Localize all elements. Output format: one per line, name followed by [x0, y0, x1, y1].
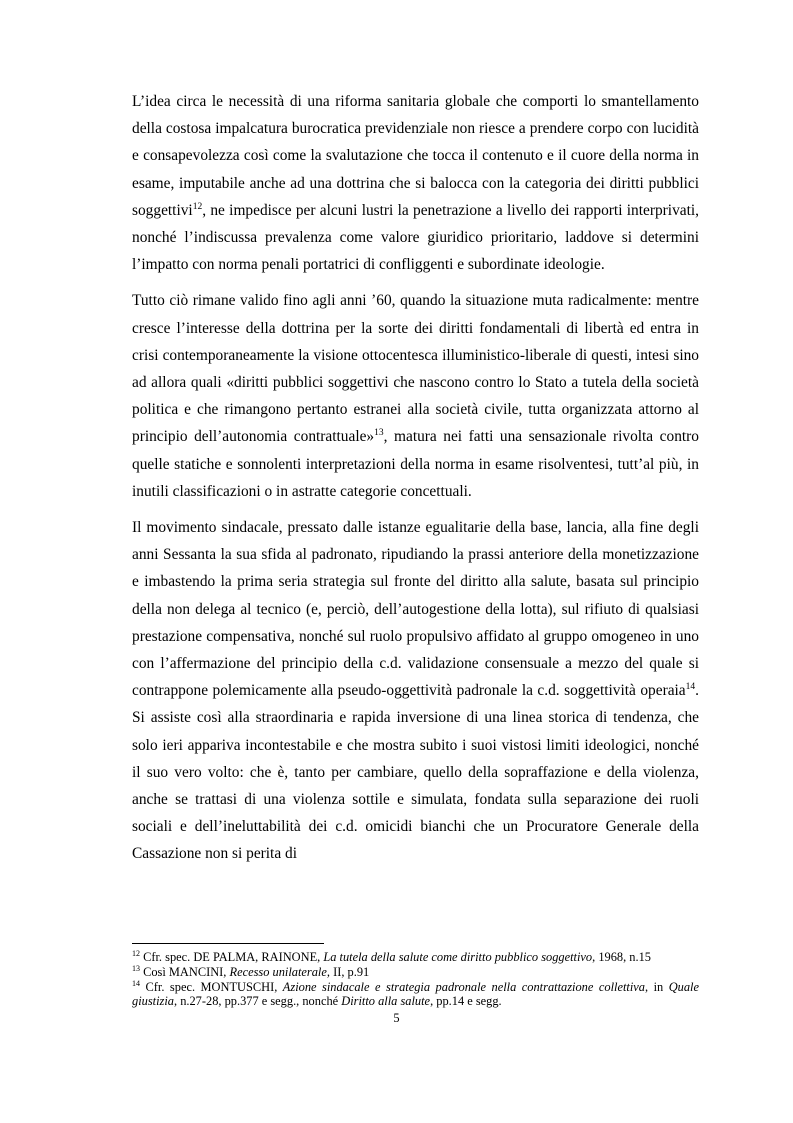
- page-number: 5: [393, 1011, 400, 1025]
- footnotes: [132, 950, 699, 1009]
- paragraph-2: Tutto ciò rimane valido fino agli anni ’60, quando la situazione muta radicalmente: mentre cresce l’interesse della dottrina per la sorte dei diritti fondamentali di libertà ed entra in crisi contemporaneamente la visione ottocentesca illuministico-liberale di questi, intesi sino ad allora quali «diritti pubblici soggettivi che nascono contro lo Stato a tutela della società politica e che rimangono pertanto estranei alla società civile, tutta organizzata attorno al principio dell’autonomia contrattuale»$^{13}$, matura nei fatti una sensazionale rivolta contro quelle statiche e sonnolenti interpretazioni della norma in esame risolventesi, tutt’al più, in inutili classificazioni o in astratte categorie concettuali.: [132, 292, 699, 500]
- footnote-12: $^{12}$ Cfr. spec. DE PALMA, RAINONE, La tutela della salute come diritto pubblico soggettivo, 1968, n.15: [132, 948, 651, 964]
- footnote-separator: [132, 943, 324, 944]
- footnote-ref-12[interactable]: 12: [192, 201, 203, 212]
- body-text: [132, 88, 699, 868]
- footnote-13: $^{13}$ Così MANCINI, Recesso unilaterale, II, p.91: [132, 963, 370, 979]
- footnote-ref-14[interactable]: 14: [685, 682, 696, 693]
- paragraph-1: L’idea circa le necessità di una riforma sanitaria globale che comporti lo smantellamento della costosa impalcatura burocratica previdenziale non riesce a prendere corpo con lucidità e consapevolezza così come la svalutazione che tocca il contenuto e il cuore della norma in esame, imputabile anche ad una dottrina che si balocca con la categoria dei diritti pubblici soggettivi$^{12}$, ne impedisce per alcuni lustri la penetrazione a livello dei rapporti interprivati, nonché l’indiscussa prevalenza come valore giuridico prioritario, laddove si determini l’impatto con norma penali portatrici di confliggenti e subordinate ideologie.: [132, 93, 699, 274]
- paragraph-3: Il movimento sindacale, pressato dalle istanze egualitarie della base, lancia, alla fine degli anni Sessanta la sua sfida al padronato, ripudiando la prassi anteriore della monetizzazione e imbastendo la prima seria strategia sul fronte del diritto alla salute, basata sul principio della non delega al tecnico (e, perciò, dell’autogestione della lotta), sul rifiuto di qualsiasi prestazione compensativa, nonché sul ruolo propulsivo affidato al gruppo omogeneo in uno con l’affermazione del principio della c.d. validazione consensuale a mezzo del quale si contrappone polemicamente alla pseudo-oggettività padronale la c.d. soggettività operaia$^{14}$. Si assiste così alla straordinaria e rapida inversione di una linea storica di tendenza, che solo ieri appariva incontestabile e che mostra subito i suoi vistosi limiti ideologici, nonché il suo vero volto: che è, tanto per cambiare, quello della sopraffazione e della violenza, anche se trattasi di una violenza sottile e simulata, fondata sulla separazione dei ruoli sociali e dell’ineluttabilità dei c.d. omicidi bianchi che un Procuratore Generale della Cassazione non si perita di: [132, 519, 699, 863]
- footnote-ref-13[interactable]: 13: [374, 428, 384, 439]
- footnote-14: $^{14}$ Cfr. spec. MONTUSCHI, Azione sindacale e strategia padronale nella contrattazione collettiva, in Quale giustizia, n.27-28, pp.377 e segg., nonché Diritto alla salute, pp.14 e segg.: [132, 978, 699, 1009]
